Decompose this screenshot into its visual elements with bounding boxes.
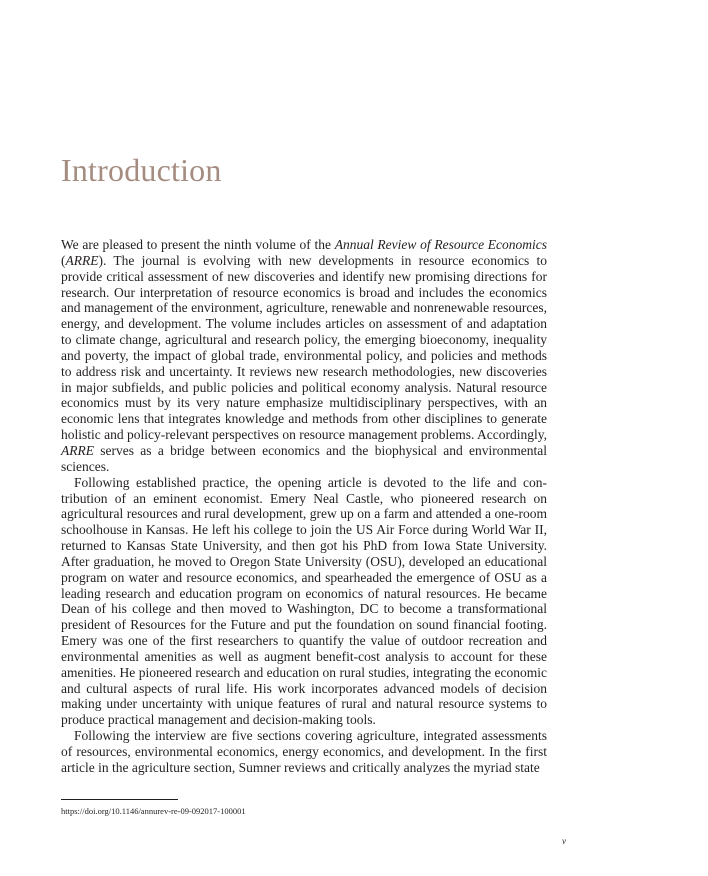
page-title: Introduction: [61, 152, 222, 188]
paragraph-2: Following established practice, the opening article is devoted to the life and contribution of an eminent economist. Emery Neal Castle, who pioneered research on agricultural resources and rural development, grew up on a farm and attended a one-room schoolhouse in Kansas. He left his college to join the US Air Force during World War II, returned to Kansas State University, and then got his PhD from Iowa State University. After graduation, he moved to Oregon State University (OSU), developed an educational program on water and resource economics, and spearheaded the emergence of OSU as a leading research and education program on economics of natural resources. He became Dean of his college and then moved to Washington, DC to become a transformational president of Resources for the Future and put the foundation on sound financial footing. Emery was one of the first researchers to quantify the value of outdoor recreation and environmental amenities as well as augment benefit-cost analysis to account for these amenities. He pioneered research and education on rural studies, integrating the economic and cultural aspects of rural life. His work incorporates advanced models of decision making under uncertainty with unique features of rural and natural resource systems to produce practical management and decision-making tools.: [61, 474, 547, 728]
paragraph-3: Following the interview are five sections covering agriculture, integrated assessments of resources, environmental economics, energy economics, and development. In the first article in the agriculture section, Sumner reviews and critically analyzes the myriad state: [61, 728, 547, 775]
paragraph-1-text-b: (: [61, 252, 66, 268]
journal-abbreviation: ARRE: [65, 252, 99, 268]
footnote-rule: [61, 799, 178, 800]
paragraph-1: [61, 237, 547, 475]
paragraph-1-text-d: serves as a bridge between economics and the biophysical and environmental sciences.: [61, 442, 547, 474]
journal-title: Annual Review of Resource Economics: [334, 237, 548, 252]
journal-abbreviation-2: ARRE: [61, 442, 94, 458]
page-number: v: [562, 836, 566, 846]
paragraph-1-text-c: ). The journal is evolving with new developments in resource economics to provide critical assessment of new discoveries and identify new promising directions for research. Our interpretation of resource economics is broad and includes the economics and management of the environment, agriculture, renewable and nonrenewable resources, energy, and development. The volume includes articles on assessment of and adaptation to climate change, agricultural and research policy, the emerging bioeconomy, inequality and poverty, the impact of global trade, environmental policy, and policies and methods to address risk and uncertainty. It reviews new research methodologies, new discoveries in major subfields, and public policies and political economy analysis. Natural resource economics must by its very nature emphasize multidisciplinary perspectives, with an economic lens that integrates knowledge and methods from other disciplines to generate holistic and policy-relevant perspectives on resource management problems. Accordingly,: [61, 252, 547, 443]
footnote-doi: https://doi.org/10.1146/annurev-re-09-092017-100001: [61, 806, 246, 816]
paragraph-1-text-a: We are pleased to present the ninth volume of the: [61, 237, 335, 252]
body-text: [61, 237, 547, 776]
